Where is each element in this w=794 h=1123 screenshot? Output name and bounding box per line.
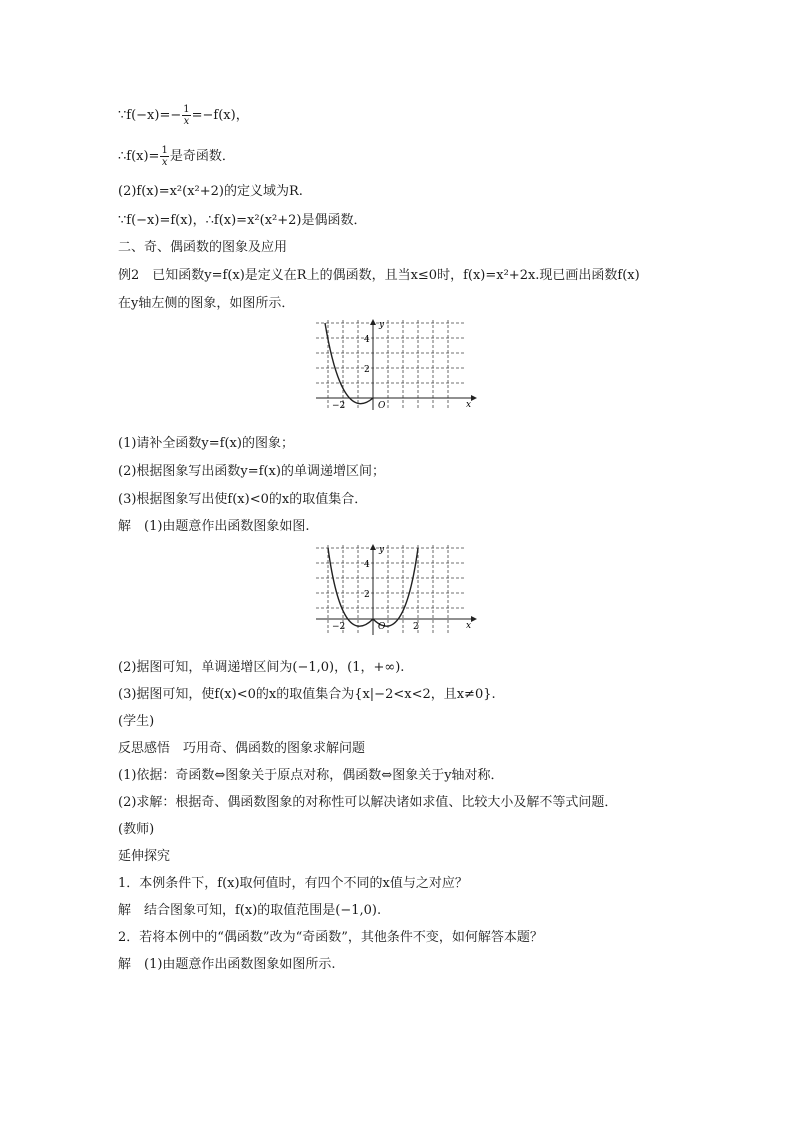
teacher-tag: (教师) [118, 822, 155, 837]
y-axis-label: y [379, 545, 385, 555]
y-axis-label: y [379, 320, 385, 330]
extension-a2: 解 (1)由题意作出函数图象如图所示. [118, 957, 336, 972]
x-axis-label: x [466, 400, 472, 410]
line-domain: (2)f(x)=x²(x²+2)的定义域为R. [118, 184, 303, 199]
parabola-right [373, 548, 418, 626]
solution-3: (3)据图可知，使f(x)<0的x的取值集合为{x|−2<x<2，且x≠0}. [118, 687, 496, 702]
tick-label-neg2: −2 [332, 401, 346, 410]
extension-a1: 解 结合图象可知，f(x)的取值范围是(−1,0). [118, 903, 382, 918]
graph-full [316, 543, 478, 635]
example-2-statement-cont: 在y轴左侧的图象，如图所示． [118, 296, 295, 311]
origin-label: O [378, 622, 386, 632]
reflection-heading: 反思感悟 巧用奇、偶函数的图象求解问题 [118, 741, 366, 756]
example-2-statement: 例2 已知函数y=f(x)是定义在R上的偶函数，且当x≤0时，f(x)=x²+2x.现已画出函数f(x) [118, 268, 640, 283]
section-heading: 二、奇、偶函数的图象及应用 [118, 240, 288, 255]
text-segment: =−f(x)， [191, 108, 249, 123]
tick-label-pos2: 2 [413, 622, 419, 632]
tick-label-4: 4 [364, 335, 370, 345]
fraction-1-over-x: $\frac{1}{x}$ [161, 145, 168, 168]
extension-q1: 1．本例条件下，f(x)取何值时，有四个不同的x值与之对应？ [118, 876, 468, 891]
question-3: (3)根据图象写出使f(x)<0的x的取值集合． [118, 492, 368, 507]
extension-heading: 延伸探究 [118, 849, 171, 864]
tick-label-4: 4 [364, 560, 370, 570]
line-even-proof: ∵f(−x)=f(x)，∴f(x)=x²(x²+2)是偶函数． [118, 213, 367, 228]
line-odd-proof-1 [118, 104, 249, 127]
tick-label-neg2: −2 [332, 622, 346, 632]
x-axis-label: x [466, 621, 472, 631]
reflection-point-2: (2)求解：根据奇、偶函数图象的对称性可以解决诸如求值、比较大小及解不等式问题． [118, 795, 618, 810]
reflection-point-1: (1)依据：奇函数⇔图象关于原点对称，偶函数⇔图象关于y轴对称． [118, 768, 504, 783]
extension-q2: 2．若将本例中的“偶函数”改为“奇函数”，其他条件不变，如何解答本题？ [118, 930, 543, 945]
solution-1: 解 (1)由题意作出函数图象如图. [118, 519, 310, 534]
graph-left-half [316, 318, 478, 410]
student-tag: (学生) [118, 714, 155, 729]
fraction-1-over-x: $\frac{1}{x}$ [183, 104, 190, 127]
solution-2: (2)据图可知，单调递增区间为(−1,0)，(1，+∞). [118, 660, 405, 675]
tick-label-2: 2 [364, 590, 370, 600]
origin-label: O [378, 401, 386, 410]
text-segment: ∴f(x)= [118, 149, 160, 164]
text-segment: ∵f(−x)=− [118, 108, 182, 123]
line-odd-proof-2 [118, 145, 235, 168]
tick-label-2: 2 [364, 365, 370, 375]
question-1: (1)请补全函数y=f(x)的图象； [118, 436, 294, 451]
text-segment: 是奇函数． [169, 149, 235, 164]
question-2: (2)根据图象写出函数y=f(x)的单调递增区间； [118, 464, 385, 479]
